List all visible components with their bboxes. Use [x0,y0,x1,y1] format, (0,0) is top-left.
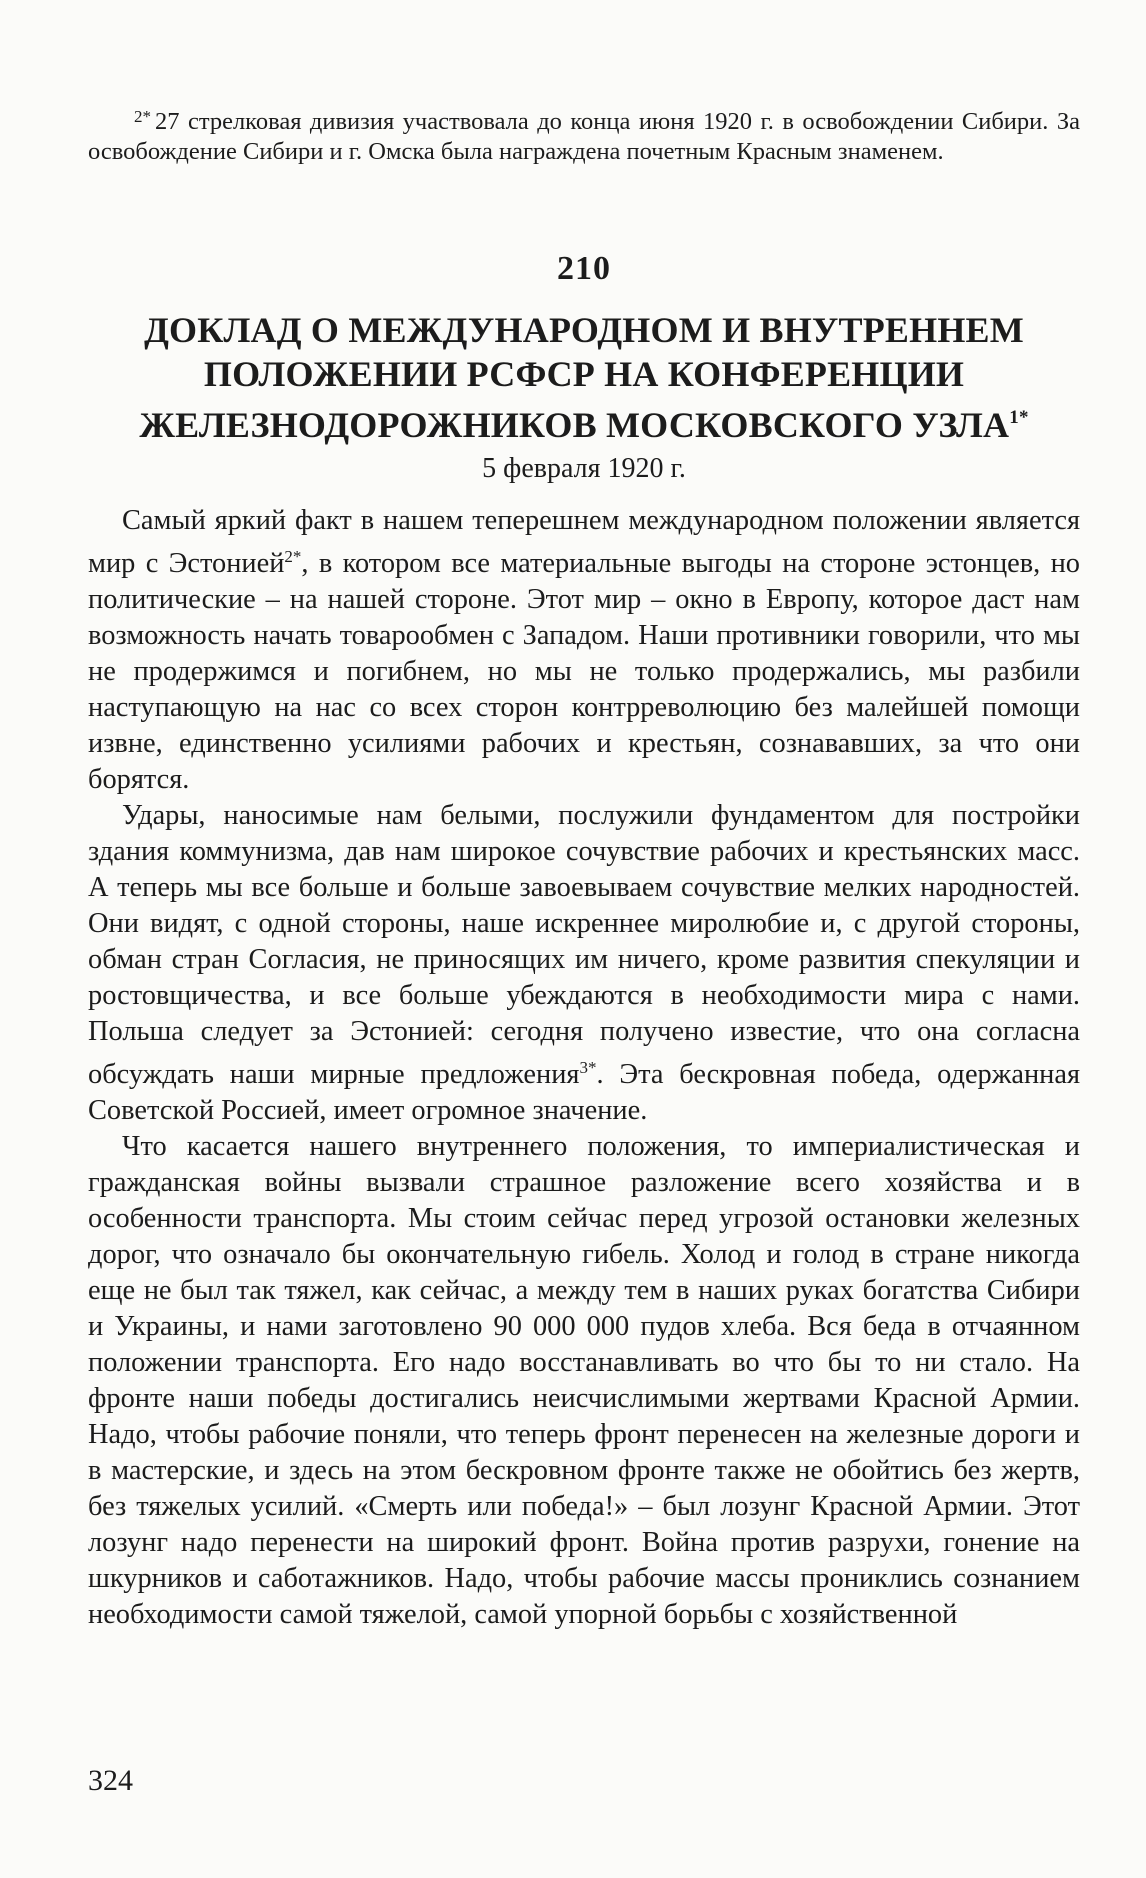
document-number: 210 [557,250,611,287]
footnote-marker: 2* [134,107,151,126]
paragraph-3: Что касается нашего внутреннего положения, то империалистическая и гражданская войны вызвали страшное разложение всего хозяйства и в особенности транспорта. Мы стоим сейчас перед угрозой остановки железных дорог, что означало бы окончательную гибель. Холод и голод в стране никогда еще не был так тяжел, как сейчас, а между тем в наших руках богатства Сибири и Украины, и нами заготовлено 90 000 000 пудов хлеба. Вся беда в отчаянном положении транспорта. Его надо восстанавливать во что бы то ни стало. На фронте наши победы достигались неисчислимыми жертвами Красной Армии. Надо, чтобы рабочие поняли, что теперь фронт перенесен на железные дороги и в мастерские, и здесь на этом бескровном фронте также не обойтись без жертв, без тяжелых усилий. «Смерть или победа!» – был лозунг Красной Армии. Этот лозунг надо перенести на широкий фронт. Война против разрухи, гонение на шкурников и саботажников. Надо, чтобы рабочие массы прониклись сознанием необходимости самой тяжелой, самой упорной борьбы с хозяйственной [88,1131,1080,1630]
paragraph-2: Удары, наносимые нам белыми, послужили фундаментом для постройки здания коммунизма, дав нам широкое сочувствие рабочих и крестьянских масс. А теперь мы все больше и больше завоевываем сочувствие мелких народностей. Они видят, с одной стороны, наше искреннее миролюбие и, с другой стороны, обман стран Согласия, не приносящих им ничего, кроме развития спекуляции и ростовщичества, и все больше убеждаются в необходимости мира с нами. Польша следует за Эстонией: сегодня получено известие, что она согласна обсуждать наши мирные предложения$^{3*}$. Эта бескровная победа, одержанная Советской Россией, имеет огромное значение. [88,800,1081,1126]
document-title-text: ДОКЛАД О МЕЖДУНАРОДНОМ И ВНУТРЕННЕМ ПОЛОЖЕНИИ РСФСР НА КОНФЕРЕНЦИИ ЖЕЛЕЗНОДОРОЖНИКОВ МОСКОВСКОГО УЗЛА [139,310,1024,445]
page-number: 324 [88,1764,133,1797]
footnote-text: 27 стрелковая дивизия участвовала до конца июня 1920 г. в освобождении Сибири. За освобождение Сибири и г. Омска была награждена почетным Красным знаменем. [88,108,1080,165]
document-title [88,308,1080,447]
paragraph-1: Самый яркий факт в нашем теперешнем международном положении является мир с Эстонией$^{2*}$, в котором все материальные выгоды на стороне эстонцев, но политические – на нашей стороне. Этот мир – окно в Европу, которое даст нам возможность начать товарообмен с Западом. Наши противники говорили, что мы не продержимся и погибнем, но мы не только продержались, мы разбили наступающую на нас со всех сторон контрреволюцию без малейшей помощи извне, единственно усилиями рабочих и крестьян, сознававших, за что они борятся. [88,505,1080,795]
document-date: 5 февраля 1920 г. [482,453,686,484]
footnote [88,102,1080,167]
footnote-ref-2: 2* [284,547,302,566]
title-footnote-ref: 1* [1009,407,1029,428]
document-body [88,503,1080,1633]
footnote-ref-3: 3* [579,1058,597,1077]
